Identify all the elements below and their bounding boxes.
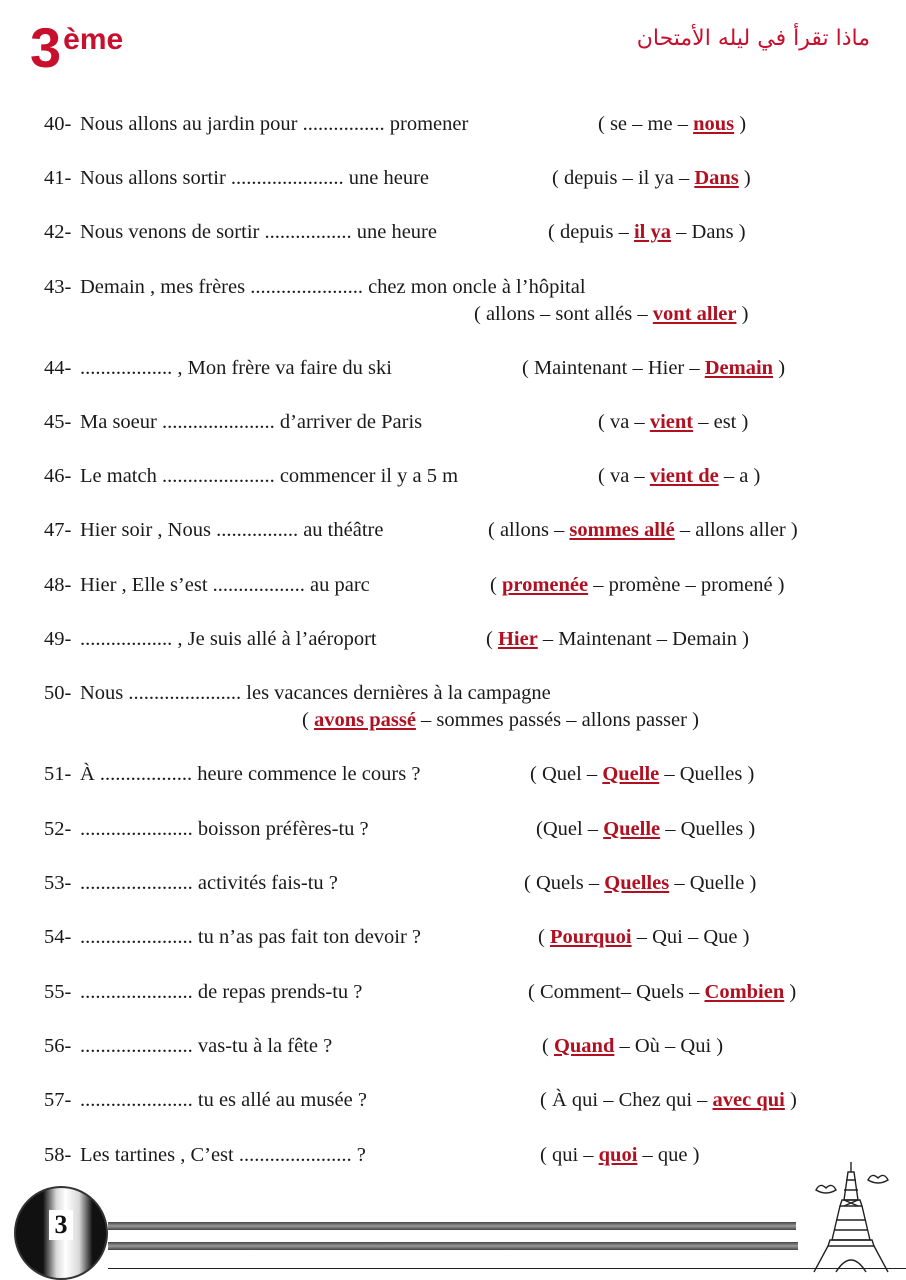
question-number: 58- — [44, 1144, 72, 1166]
correct-answer: vient de — [649, 465, 719, 487]
question-stem — [80, 1034, 332, 1058]
question-number: 52- — [44, 818, 72, 840]
text-segment: ) — [784, 1089, 797, 1111]
arabic-title: ماذا تقرأ في ليله الأمتحان — [636, 26, 870, 51]
grade-suffix: ème — [63, 23, 124, 56]
answer-options — [528, 980, 796, 1004]
text-segment: ...................... tu es allé au musée ? — [80, 1089, 367, 1111]
correct-answer: Combien — [704, 981, 785, 1003]
answer-options — [490, 573, 785, 597]
text-segment: ) — [773, 357, 786, 379]
text-segment: Hier , Elle s’est .................. au parc — [80, 574, 370, 596]
text-segment: ( À qui – Chez qui – — [540, 1089, 713, 1111]
text-segment: ( va – — [598, 411, 650, 433]
answer-options — [524, 871, 756, 895]
question-number: 55- — [44, 981, 72, 1003]
grade-label — [30, 16, 124, 79]
answer-options — [540, 1088, 797, 1112]
text-segment: – promène – promené ) — [588, 574, 785, 596]
question-stem — [80, 275, 586, 299]
question-stem — [80, 681, 551, 705]
text-segment: – allons aller ) — [674, 519, 798, 541]
text-segment: ( allons – sont allés – — [474, 303, 653, 325]
footer-bar-bottom — [108, 1242, 798, 1250]
question-stem — [80, 112, 468, 136]
text-segment: ( — [538, 926, 550, 948]
text-segment: ...................... boisson préfères-tu ? — [80, 818, 369, 840]
text-segment: Ma soeur ...................... d’arriver de Paris — [80, 411, 423, 433]
text-segment: – Où – Qui ) — [614, 1035, 724, 1057]
text-segment: – est ) — [693, 411, 749, 433]
correct-answer: Quelles — [604, 872, 670, 894]
question-number: 44- — [44, 357, 72, 379]
question-stem — [80, 871, 338, 895]
question-number: 49- — [44, 628, 72, 650]
correct-answer: vont aller — [652, 303, 737, 325]
text-segment: ) — [738, 167, 751, 189]
text-segment: ( va – — [598, 465, 650, 487]
text-segment: ) — [736, 303, 749, 325]
text-segment: Nous ...................... les vacances dernières à la campagne — [80, 682, 551, 704]
text-segment: ( — [490, 574, 502, 596]
page-number: 3 — [49, 1210, 73, 1240]
question-stem — [80, 1088, 367, 1112]
question-number: 41- — [44, 167, 72, 189]
question-number: 53- — [44, 872, 72, 894]
eiffel-tower-icon — [806, 1160, 896, 1275]
question-number: 50- — [44, 682, 72, 704]
answer-options — [522, 356, 785, 380]
text-segment: ...................... vas-tu à la fête ? — [80, 1035, 333, 1057]
question-number: 43- — [44, 276, 72, 298]
answer-options — [474, 302, 748, 326]
text-segment: (Quel – — [536, 818, 604, 840]
text-segment: ( depuis – — [548, 221, 634, 243]
text-segment: – Quelles ) — [660, 818, 756, 840]
question-number: 42- — [44, 221, 72, 243]
question-number: 56- — [44, 1035, 72, 1057]
question-number: 57- — [44, 1089, 72, 1111]
text-segment: ( Comment– Quels – — [528, 981, 705, 1003]
text-segment: ( se – me – — [598, 113, 694, 135]
text-segment: – Maintenant – Demain ) — [537, 628, 750, 650]
text-segment: ) — [784, 981, 797, 1003]
correct-answer: avec qui — [712, 1089, 785, 1111]
text-segment: – que ) — [637, 1144, 700, 1166]
question-stem — [80, 817, 369, 841]
correct-answer: Pourquoi — [549, 926, 632, 948]
answer-options — [598, 464, 760, 488]
question-stem — [80, 1143, 366, 1167]
answer-options — [530, 762, 754, 786]
correct-answer: il ya — [633, 221, 672, 243]
correct-answer: promenée — [501, 574, 589, 596]
text-segment: ...................... activités fais-tu ? — [80, 872, 338, 894]
text-segment: ( Maintenant – Hier – — [522, 357, 705, 379]
text-segment: – Qui – Que ) — [631, 926, 750, 948]
text-segment: Nous allons au jardin pour ................ promener — [80, 113, 469, 135]
question-number: 51- — [44, 763, 72, 785]
text-segment: ( Quels – — [524, 872, 605, 894]
question-number: 47- — [44, 519, 72, 541]
text-segment: ...................... tu n’as pas fait ton devoir ? — [80, 926, 422, 948]
question-number: 46- — [44, 465, 72, 487]
correct-answer: Quelle — [603, 818, 661, 840]
text-segment: – Quelles ) — [659, 763, 755, 785]
correct-answer: Quand — [553, 1035, 615, 1057]
text-segment: Nous venons de sortir ................. une heure — [80, 221, 437, 243]
text-segment: .................. , Mon frère va faire du ski — [80, 357, 392, 379]
footer-bar-top — [108, 1222, 796, 1230]
question-stem — [80, 410, 422, 434]
answer-options — [542, 1034, 723, 1058]
text-segment: Hier soir , Nous ................ au théâtre — [80, 519, 384, 541]
text-segment: ( Quel – — [530, 763, 603, 785]
correct-answer: vient — [649, 411, 694, 433]
answer-options — [538, 925, 749, 949]
correct-answer: Hier — [497, 628, 538, 650]
text-segment: À .................. heure commence le cours ? — [80, 763, 421, 785]
text-segment: ) — [734, 113, 747, 135]
text-segment: ( depuis – il ya – — [552, 167, 695, 189]
text-segment: Le match ...................... commencer il y a 5 m — [80, 465, 459, 487]
grade-number: 3 — [30, 16, 62, 79]
correct-answer: Dans — [694, 167, 739, 189]
text-segment: Demain , mes frères ...................... chez mon oncle à l’hôpital — [80, 276, 586, 298]
question-stem — [80, 980, 362, 1004]
text-segment: ( qui – — [540, 1144, 599, 1166]
text-segment: – sommes passés – allons passer ) — [415, 709, 699, 731]
correct-answer: Demain — [704, 357, 774, 379]
text-segment: Les tartines , C’est ...................... ? — [80, 1144, 366, 1166]
question-stem — [80, 925, 421, 949]
question-stem — [80, 627, 377, 651]
correct-answer: Quelle — [602, 763, 660, 785]
text-segment: .................. , Je suis allé à l’aéroport — [80, 628, 377, 650]
correct-answer: avons passé — [313, 709, 416, 731]
question-stem — [80, 762, 420, 786]
answer-options — [536, 817, 755, 841]
question-stem — [80, 166, 429, 190]
question-stem — [80, 220, 437, 244]
correct-answer: sommes allé — [569, 519, 675, 541]
footer-rule — [108, 1268, 906, 1269]
text-segment: ...................... de repas prends-tu ? — [80, 981, 363, 1003]
question-stem — [80, 356, 392, 380]
answer-options — [540, 1143, 699, 1167]
question-number: 40- — [44, 113, 72, 135]
answer-options — [488, 518, 798, 542]
answer-options — [486, 627, 749, 651]
text-segment: ( — [486, 628, 498, 650]
text-segment: ( — [542, 1035, 554, 1057]
text-segment: ( allons – — [488, 519, 570, 541]
question-stem — [80, 573, 370, 597]
question-number: 48- — [44, 574, 72, 596]
answer-options — [598, 410, 748, 434]
text-segment: ( — [302, 709, 314, 731]
text-segment: – Quelle ) — [669, 872, 757, 894]
correct-answer: quoi — [598, 1144, 638, 1166]
answer-options — [302, 708, 699, 732]
answer-options — [548, 220, 746, 244]
question-stem — [80, 464, 458, 488]
question-number: 45- — [44, 411, 72, 433]
question-stem — [80, 518, 383, 542]
correct-answer: nous — [693, 113, 735, 135]
answer-options — [598, 112, 746, 136]
text-segment: – Dans ) — [671, 221, 746, 243]
text-segment: – a ) — [718, 465, 761, 487]
answer-options — [552, 166, 751, 190]
text-segment: Nous allons sortir ...................... une heure — [80, 167, 430, 189]
question-number: 54- — [44, 926, 72, 948]
